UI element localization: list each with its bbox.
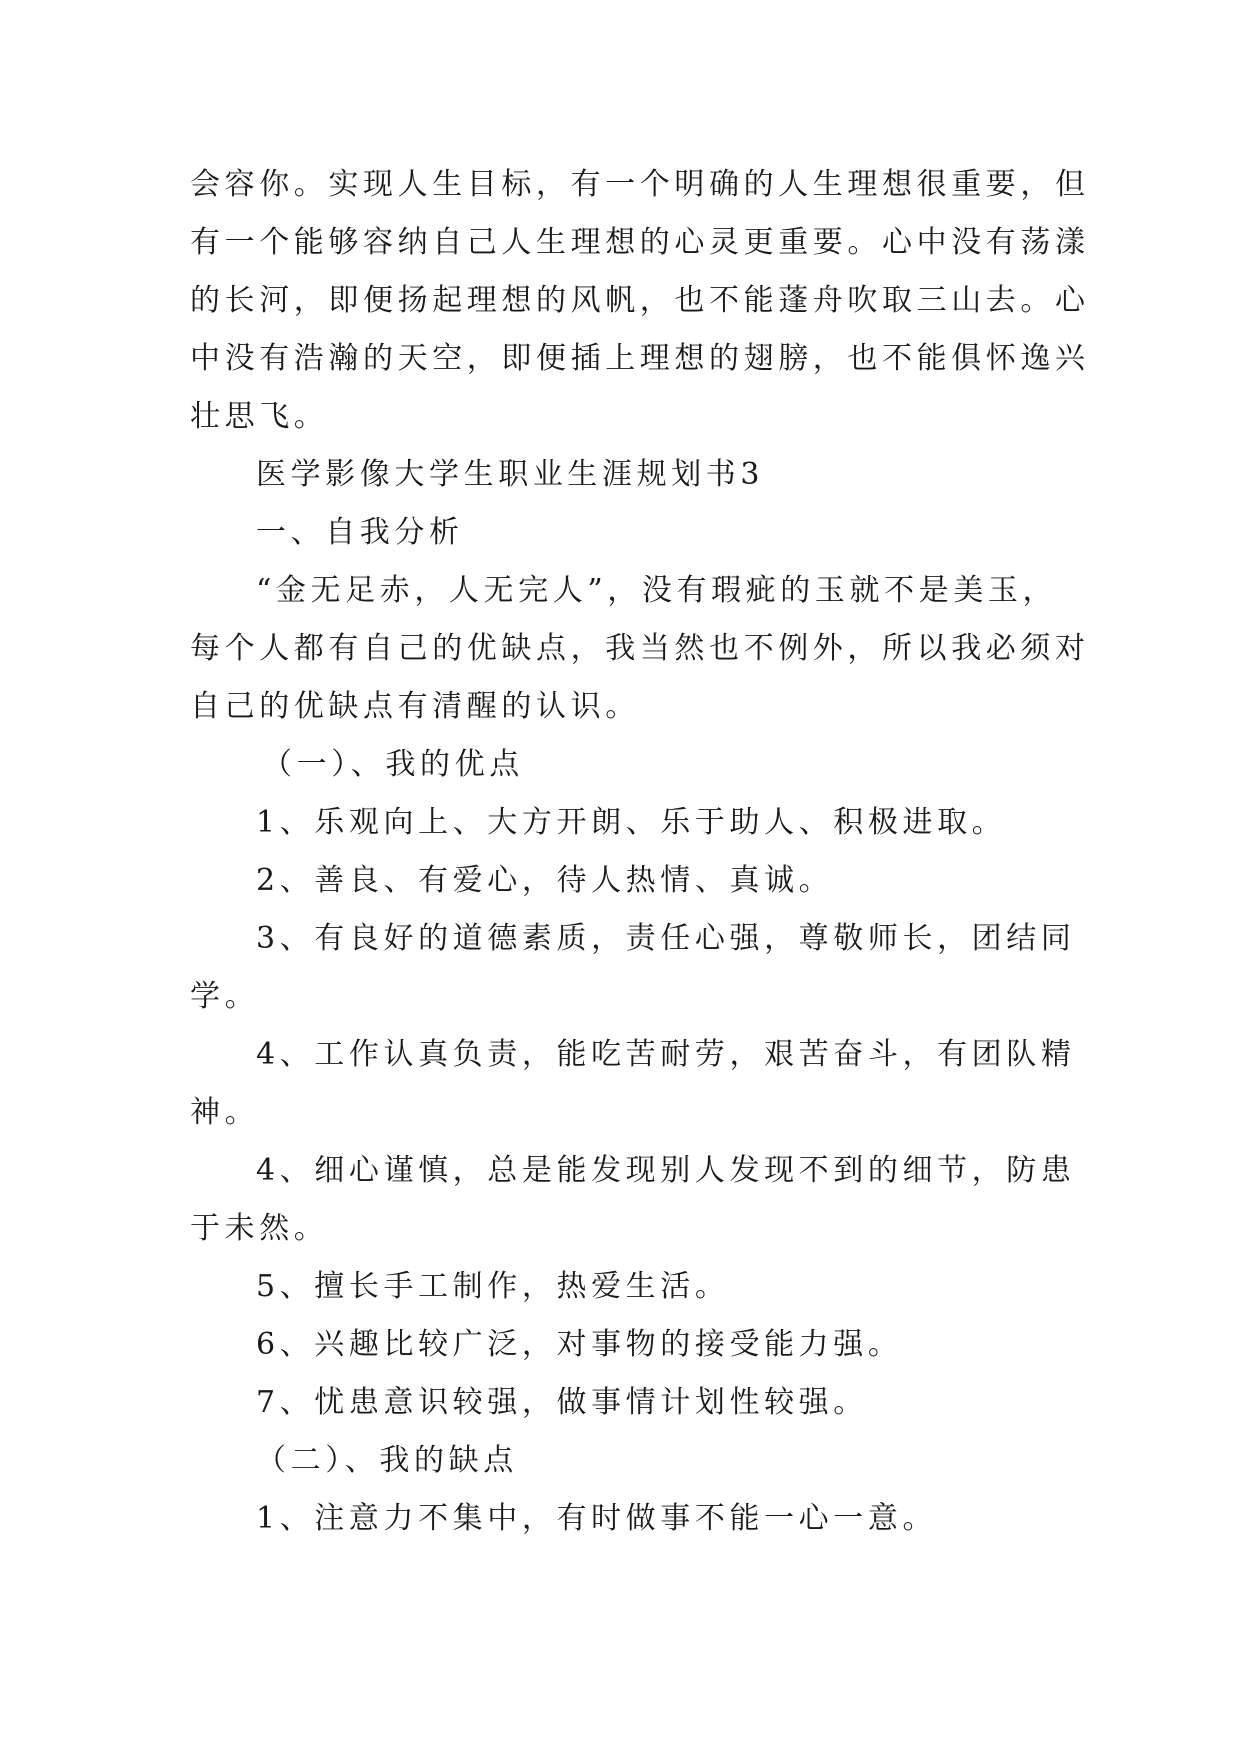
paragraph-line: 壮思飞。 bbox=[190, 399, 329, 434]
paragraph-line: 每个人都有自己的优缺点，我当然也不例外，所以我必须对 bbox=[190, 631, 1090, 666]
list-item: 2、善良、有爱心，待人热情、真诚。 bbox=[256, 863, 834, 898]
list-item: 5、擅长手工制作，热爱生活。 bbox=[256, 1269, 730, 1304]
paragraph-line: 会容你。实现人生目标，有一个明确的人生理想很重要，但 bbox=[190, 167, 1090, 202]
list-item: 1、注意力不集中，有时做事不能一心一意。 bbox=[256, 1501, 938, 1536]
paragraph-line: 中没有浩瀚的天空，即便插上理想的翅膀，也不能俱怀逸兴 bbox=[190, 341, 1090, 376]
list-item: 4、细心谨慎，总是能发现别人发现不到的细节，防患 bbox=[256, 1153, 1076, 1188]
list-item: 3、有良好的道德素质，责任心强，尊敬师长，团结同 bbox=[256, 921, 1076, 956]
section-heading: 一、自我分析 bbox=[256, 515, 464, 550]
list-item-continuation: 神。 bbox=[190, 1095, 260, 1130]
section-title: 医学影像大学生职业生涯规划书3 bbox=[256, 457, 765, 492]
subsection-heading: （一）、我的优点 bbox=[262, 747, 524, 782]
list-item: 6、兴趣比较广泛，对事物的接受能力强。 bbox=[256, 1327, 903, 1362]
paragraph-line: 有一个能够容纳自己人生理想的心灵更重要。心中没有荡漾 bbox=[190, 225, 1090, 260]
paragraph-line: 的长河，即便扬起理想的风帆，也不能蓬舟吹取三山去。心 bbox=[190, 283, 1090, 318]
paragraph-line: 自己的优缺点有清醒的认识。 bbox=[190, 689, 640, 724]
list-item: 1、乐观向上、大方开朗、乐于助人、积极进取。 bbox=[256, 805, 1007, 840]
paragraph-line: “金无足赤，人无完人”，没有瑕疵的玉就不是美玉， bbox=[256, 573, 1058, 608]
list-item: 4、工作认真负责，能吃苦耐劳，艰苦奋斗，有团队精 bbox=[256, 1037, 1076, 1072]
list-item-continuation: 于未然。 bbox=[190, 1211, 329, 1246]
list-item: 7、忧患意识较强，做事情计划性较强。 bbox=[256, 1385, 868, 1420]
list-item-continuation: 学。 bbox=[190, 979, 260, 1014]
subsection-heading: （二）、我的缺点 bbox=[256, 1443, 518, 1478]
